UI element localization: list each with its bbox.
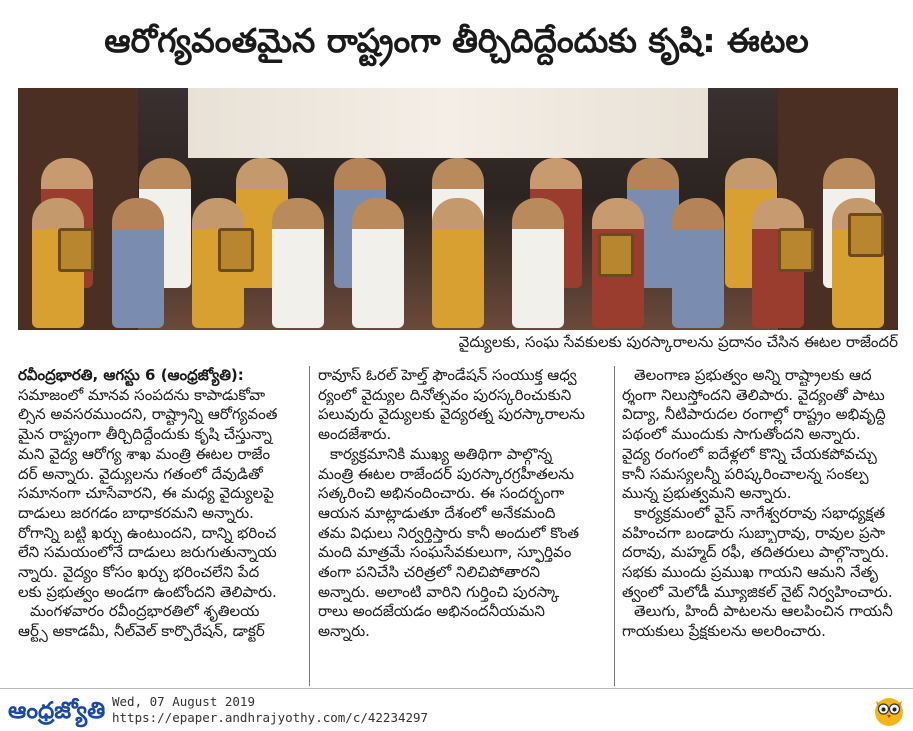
photo-caption: వైద్యులకు, సంఘ సేవకులకు పురస్కారాలను ప్రదానం చేసిన ఈటల రాజేందర్	[458, 333, 898, 351]
owl-icon[interactable]	[873, 693, 905, 727]
text-line: తమ విధులు నిర్వర్తిస్తారు కానీ అందులో కొంత	[318, 523, 580, 542]
text-line: మంత్రి ఈటల రాజేందర్ పురస్కారగ్రహీతలను	[318, 464, 575, 483]
edition-date: Wed, 07 August 2019	[112, 694, 255, 709]
text-line: అందజేశారు.	[318, 425, 392, 444]
text-line: ర్శంగా నిలుస్తోందని తెలిపారు. వైద్యంతో పాటు	[622, 385, 885, 404]
text-line: మని వైద్య ఆరోగ్య శాఖ మంత్రి ఈటల రాజేం	[18, 444, 271, 463]
text-line: సభకు ముందు ప్రముఖ గాయని ఆమని నేతృ	[622, 563, 879, 582]
text-line: కార్యక్రమంలో వైస్ నాగేశ్వరరావు సభాధ్యక్షత	[634, 503, 886, 522]
text-line: అన్నారు.	[318, 622, 370, 641]
person	[272, 198, 324, 328]
text-line: మంది మాత్రమే సంఘసేవకులుగా, స్ఫూర్తివం	[318, 543, 572, 562]
text-line: దాడులు జరగడం బాధాకరమని అన్నారు.	[18, 503, 254, 522]
text-line: దర్ అన్నారు. వైద్యులను గతంలో దేవుడితో	[18, 464, 263, 483]
text-line: మైన రాష్ట్రంగా తీర్చిదిద్దేందుకు కృషి చేస్తున్నా	[18, 425, 272, 444]
text-line: సమానంగా చూసేవారని, ఈ మధ్య వైద్యులపై	[18, 484, 274, 503]
text-line: సమాజంలో మానవ సంపదను కాపాడుకోవా	[18, 385, 266, 404]
text-line: దరావు, మహ్మద్ రఫీ, తదితరులు పాల్గొన్నారు.	[622, 543, 890, 562]
text-line: తెలుగు, హిందీ పాటలను ఆలపించిన గాయనీ	[634, 602, 893, 621]
text-line: వహించగా బండారు సుబ్బారావు, రావుల ప్రసా	[622, 523, 886, 542]
text-line: కానీ సమస్యలన్నీ పరిష్కరించాలన్న సంకల్ప	[622, 464, 869, 483]
text-line: రాలు అందజేయడం అభినందనీయమని	[318, 602, 545, 621]
text-line: లేని సమయంలోనే దాడులు జరుగుతున్నాయ	[18, 543, 277, 562]
text-line: గాయకులు ప్రేక్షకులను అలరించారు.	[622, 622, 826, 641]
text-line: లకు ప్రభుత్వం అండగా ఉంటోందని తెలిపారు.	[18, 582, 277, 601]
text-line: న్నారు. వైద్యం కోసం ఖర్చు భరించలేని పేద	[18, 563, 260, 582]
event-photo	[18, 88, 898, 330]
text-line: రోగాన్ని బట్టి ఖర్చు ఉంటుందని, దాన్ని భరించ	[18, 523, 277, 542]
text-line: ల్సిన అవసరముందని, రాష్ట్రాన్ని ఆరోగ్యవంత	[18, 405, 278, 424]
person	[112, 198, 164, 328]
text-line: రావూస్ ఓరల్ హెల్త్ ఫౌండేషన్ సంయుక్త ఆధ్వ	[318, 366, 577, 384]
text-line: పథంలో ముందుకు సాగుతోందని అన్నారు.	[622, 425, 861, 444]
person	[432, 198, 484, 328]
front-row	[18, 198, 898, 328]
article-column-1	[18, 366, 301, 684]
text-line: తంగా పనిచేసి చరిత్రలో నిలిచిపోతారని	[318, 563, 541, 582]
text-line: అన్నారు. అలాంటి వారిని గుర్తించి పురస్కా	[318, 582, 560, 601]
award-plaque	[598, 233, 634, 277]
stage-banner	[188, 88, 708, 158]
person	[512, 198, 564, 328]
award-plaque	[218, 228, 254, 272]
epaper-link[interactable]: https://epaper.andhrajyothy.com/c/42234297	[112, 710, 429, 725]
person	[672, 198, 724, 328]
article-column-3	[622, 366, 900, 684]
article-column-2	[318, 366, 608, 684]
text-line: వైద్య రంగంలో ఐదేళ్లలో కొన్ని చేయకపోవచ్చు	[622, 444, 877, 463]
award-plaque	[778, 228, 814, 272]
award-plaque	[848, 213, 884, 257]
text-line: తెలంగాణ ప్రభుత్వం అన్ని రాష్ట్రాలకు ఆద	[634, 366, 872, 384]
text-line: ఆర్ట్స్ అకాడమీ, నీల్‌వెల్ కార్పొరేషన్, డాక్టర్	[18, 622, 265, 641]
column-divider	[309, 366, 310, 686]
footer-divider	[0, 688, 913, 689]
dateline: రవీంద్రభారతి, ఆగస్టు 6 (ఆంధ్రజ్యోతి):	[18, 366, 244, 384]
text-line: పలువురు వైద్యులకు వైద్యరత్న పురస్కారాలను	[318, 405, 585, 424]
newspaper-logo[interactable]: ఆంధ్రజ్యోతి	[8, 698, 106, 724]
award-plaque	[58, 228, 94, 272]
text-line: విద్యా, నీటిపారుదల రంగాల్లో రాష్ట్రం అభివృద్ధి	[622, 405, 886, 424]
text-line: సత్కరించి అభినందించారు. ఈ సందర్భంగా	[318, 484, 565, 503]
text-line: ఆయన మాట్లాడుతూ దేశంలో అనేకమంది	[318, 503, 556, 522]
text-line: త్వంలో మెలోడీ మ్యూజికల్ నైట్ నిర్వహించారు.	[622, 582, 893, 601]
text-line: కార్యక్రమానికి ముఖ్య అతిథిగా పాల్గొన్న	[330, 444, 553, 463]
column-divider	[614, 366, 615, 686]
footer-meta	[112, 694, 428, 726]
headline: ఆరోగ్యవంతమైన రాష్ట్రంగా తీర్చిదిద్దేందుకు కృషి: ఈటల	[104, 21, 809, 60]
text-line: మున్న ప్రభుత్వమని అన్నారు.	[622, 484, 792, 503]
person	[352, 198, 404, 328]
text-line: ర్యంలో వైద్యుల దినోత్సవం పురస్కరించుకుని	[318, 385, 572, 404]
text-line: మంగళవారం రవీంద్రభారతిలో శృతిలయ	[30, 602, 260, 621]
